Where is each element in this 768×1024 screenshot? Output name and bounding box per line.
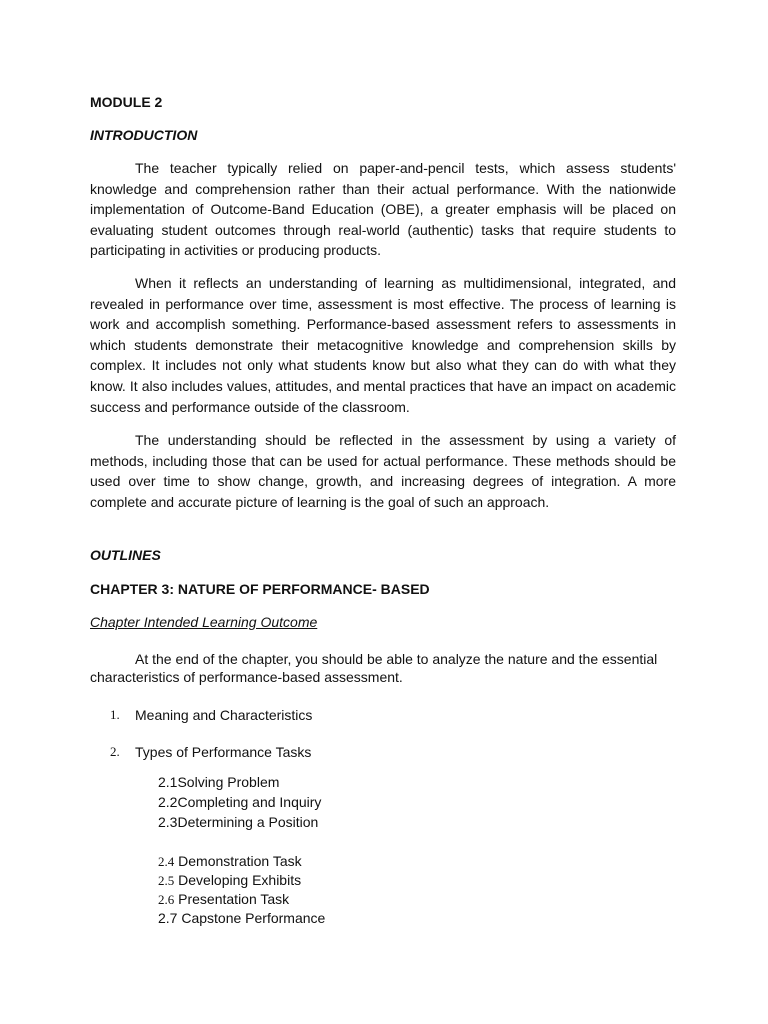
intro-paragraph-1: The teacher typically relied on paper-and-pencil tests, which assess students' knowledge and comprehension rather than their actual performance. With the nationwide implementation of Outcome-Band Education (OBE), a greater emphasis will be placed on evaluating student outcomes through real-world (authentic) tasks that require students to participating in activities or producing products.: [90, 160, 676, 259]
outline-number: 1.: [110, 707, 120, 722]
sub-item: 2.1Solving Problem: [158, 774, 280, 790]
sub-item-number: 2.7: [158, 910, 178, 926]
outlines-heading: OUTLINES: [90, 547, 161, 563]
sub-item-label: Presentation Task: [174, 891, 290, 907]
intro-paragraph-2: When it reflects an understanding of learning as multidimensional, integrated, and revealed in performance over time, assessment is most effective. The process of learning is work and accomplish something. Performance-based assessment refers to assessments in which students demonstrate their metacognitive knowledge and comprehension skills by complex. It includes not only what students know but also what they can do with what they know. It also includes values, attitudes, and mental practices that have an impact on academic success and performance outside of the classroom.: [90, 275, 676, 415]
sub-item-number: 2.4: [158, 854, 175, 869]
ilo-text: At the end of the chapter, you should be able to analyze the nature and the essential characteristics of performance-based assessment.: [90, 651, 658, 685]
sub-item: 2.2Completing and Inquiry: [158, 794, 322, 810]
sub-item: [158, 908, 325, 928]
outline-number: 2.: [110, 744, 120, 759]
sub-item: [158, 870, 301, 891]
chapter-heading: CHAPTER 3: NATURE OF PERFORMANCE- BASED: [90, 581, 430, 597]
intro-paragraph-3: The understanding should be reflected in the assessment by using a variety of methods, including those that can be used for actual performance. These methods should be used over time to show change, growth, and increasing degrees of integration. A more complete and accurate picture of learning is the goal of such an approach.: [90, 432, 676, 510]
sub-item-label: Developing Exhibits: [174, 872, 302, 888]
sub-item: 2.3Determining a Position: [158, 814, 319, 830]
introduction-heading: INTRODUCTION: [90, 127, 198, 143]
module-title: MODULE 2: [90, 94, 163, 110]
sub-item: [158, 889, 289, 910]
sub-item-number: 2.6: [158, 892, 175, 907]
sub-item-label: Capstone Performance: [177, 910, 326, 926]
sub-item-number: 2.5: [158, 873, 175, 888]
sub-item: [158, 851, 302, 872]
ilo-heading: Chapter Intended Learning Outcome: [90, 614, 318, 630]
sub-item-label: Demonstration Task: [174, 853, 302, 869]
outline-item-meaning: Meaning and Characteristics: [135, 707, 313, 723]
outline-item-types: Types of Performance Tasks: [135, 744, 312, 760]
